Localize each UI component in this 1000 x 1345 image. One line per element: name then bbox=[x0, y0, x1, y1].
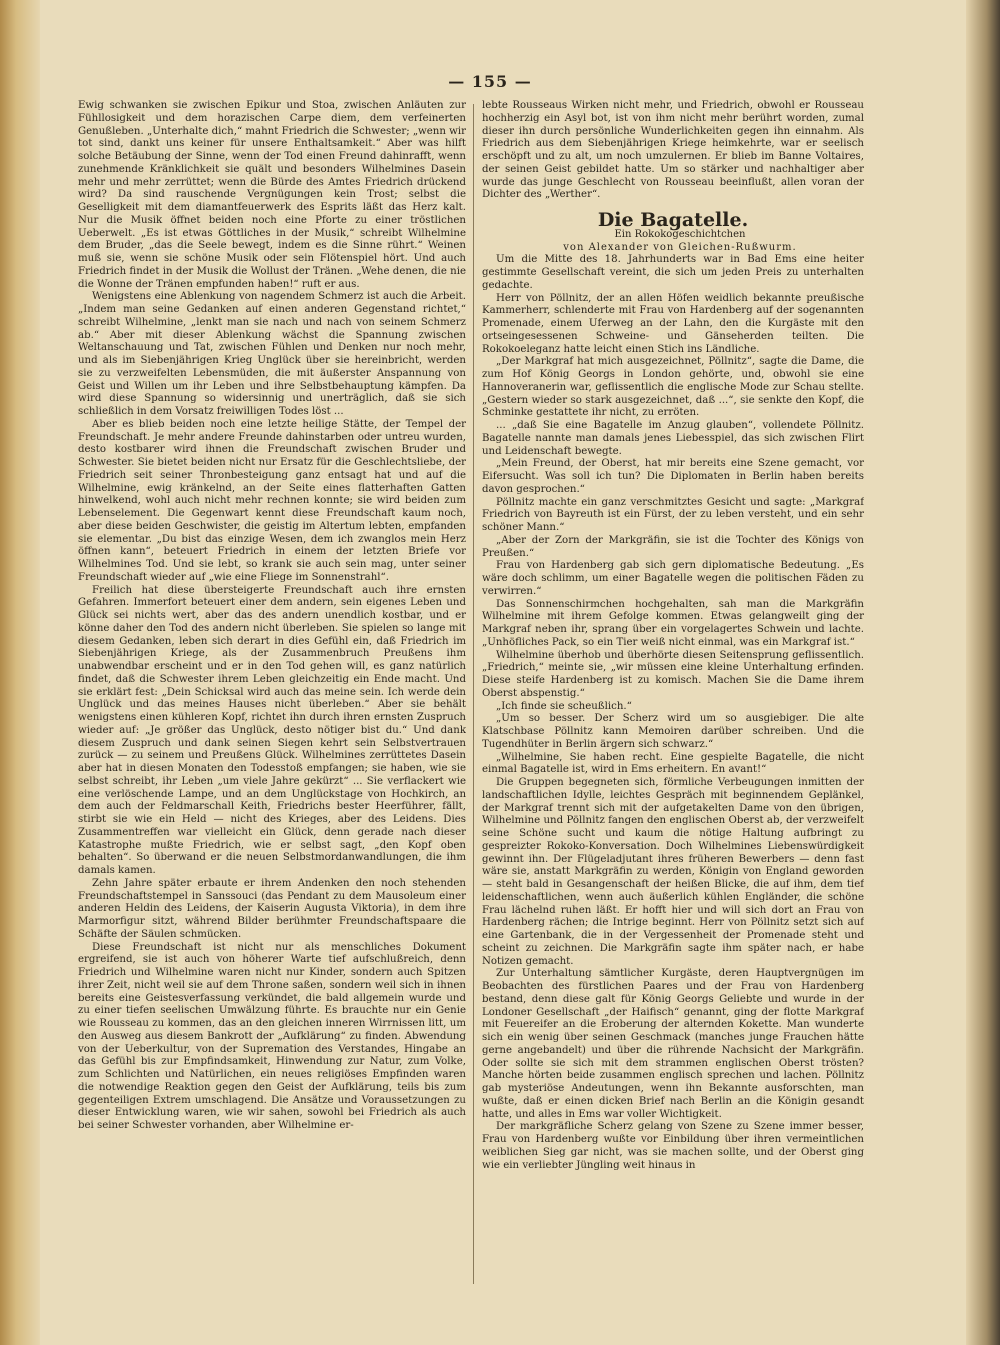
article-subtitle: Ein Rokokogeschichtchen bbox=[614, 228, 746, 240]
paragraph: Wenigstens eine Ablenkung von nagendem Schmerz ist auch die Arbeit. „Indem man seine Gedanken auf einen anderen Gegenstand richtet,“ schreibt Wilhelmine, „lenkt man sie nach und nach von seinem Schmerz ab.“ Aber mit dieser Ablenkung wächst die Spannung zwischen Weltanschauung und Tat, zwischen Fühlen und Denken nur noch mehr, und als im Siebenjährigen Krieg Unglück über sie hereinbricht, werden sie zu verzweifelten Lebensmüden, die mit äußerster Anspannung von Geist und Willen um ihr Leben und ihre Selbstbehauptung kämpfen. Da wird diese Spannung so widersinnig und unerträglich, daß sie sich schließlich in dem Vorsatz freiwilligen Todes löst ... bbox=[78, 291, 466, 417]
paragraph: Der markgräfliche Scherz gelang von Szene zu Szene immer besser, Frau von Hardenberg wußte vor Einbildung über ihren vermeintlichen weiblichen Sieg gar nicht, was sie machen sollte, und der Oberst ging wie ein verliebter Jüngling weit hinaus in bbox=[482, 1121, 864, 1171]
paragraph: Diese Freundschaft ist nicht nur als menschliches Dokument ergreifend, sie ist auch von höherer Warte tief aufschlußreich, denn Friedrich und Wilhelmine waren nicht nur Kinder, sondern auch Spitzen ihrer Zeit, nicht weil sie auf dem Throne saßen, sondern weil sich in ihnen bereits eine Geistesverfassung verkündet, die bald allgemein wurde und zu einer tiefen seelischen Umwälzung führte. Es brauchte nur ein Genie wie Rousseau zu kommen, das an den gleichen inneren Wirrnissen litt, um den Ausweg aus diesem Bankrott der „Aufklärung“ zu finden. Abwendung von der Ueberkultur, von der Supremation des Verstandes, Hingabe an das Gefühl bis zur Empfindsamkeit, Hinwendung zur Natur, zum Volke, zum Schlichten und Natürlichen, ein neues religiöses Empfinden waren die notwendige Reaktion gegen den Geist der Aufklärung, teils bis zum gegenteiligen Extrem umschlagend. Die Ansätze und Voraussetzungen zu dieser Entwicklung waren, wie wir sahen, sowohl bei Friedrich als auch bei seiner Schwester vorhanden, aber Wilhelmine er- bbox=[78, 941, 466, 1131]
paragraph: Zehn Jahre später erbaute er ihrem Andenken den noch stehenden Freundschaftstempel in Sanssouci (das Pendant zu dem Mausoleum einer anderen Heldin des Leidens, der Kaiserin Augusta Viktoria), in dem ihre Marmorfigur sitzt, während Bilder berühmter Freundschaftspaare die Schäfte der Säulen schmücken. bbox=[78, 877, 466, 940]
right-page-edge bbox=[966, 0, 1000, 1345]
paragraph: „Mein Freund, der Oberst, hat mir bereits eine Szene gemacht, vor Eifersucht. Was soll ich tun? Die Diplomaten in Berlin haben bereits davon gesprochen.“ bbox=[482, 458, 864, 495]
paragraph: „Um so besser. Der Scherz wird um so ausgiebiger. Die alte Klatschbase Pöllnitz kann Memoiren darüber schreiben. Und die Tugendhüter in Berlin ärgern sich schwarz.“ bbox=[482, 713, 864, 750]
paragraph: „Der Markgraf hat mich ausgezeichnet, Pöllnitz“, sagte die Dame, die zum Hof König Georgs in London gehörte, und, obwohl sie eine Hannoveranerin war, geflissentlich die englische Mode zur Schau stellte. „Gestern wieder so stark ausgezeichnet, daß ...“, sie senkte den Kopf, die Schminke gestattete ihr nicht, zu erröten. bbox=[482, 356, 864, 419]
paragraph: Wilhelmine überhob und überhörte diesen Seitensprung geflissentlich. „Friedrich,“ meinte sie, „wir müssen eine kleine Unterhaltung erfinden. Diese steife Hardenberg ist zu komisch. Machen Sie die Dame ihrem Oberst abspenstig.“ bbox=[482, 649, 864, 699]
paragraph: Herr von Pöllnitz, der an allen Höfen weidlich bekannte preußische Kammerherr, schlenderte mit Frau von Hardenberg auf der sogenannten Promenade, einem Uferweg an der Lahn, den die Kurgäste mit den ortseingesessenen Schweine- und Gänseherden teilten. Die Rokokoeleganz hatte leicht einen Stich ins Ländliche. bbox=[482, 292, 864, 355]
continued-paragraph: lebte Rousseaus Wirken nicht mehr, und Friedrich, obwohl er Rousseau hochherzig ein Asyl bot, ist von ihm nicht mehr berührt worden, zumal dieser ihn durch persönliche Wunderlichkeiten gegen ihn einnahm. Als Friedrich aus dem Siebenjährigen Kriege heimkehrte, war er seelisch erschöpft und zu alt, um noch umzulernen. Er blieb im Banne Voltaires, der seinen Geist gebildet hatte. Um so stärker und nachhaltiger aber wurde das junge Geschlecht von Rousseau beeinflußt, allen voran der Dichter des „Werther“. bbox=[482, 100, 864, 201]
paragraph: Pöllnitz machte ein ganz verschmitztes Gesicht und sagte: „Markgraf Friedrich von Bayreuth ist ein Fürst, der zu leben versteht, und ein sehr schöner Mann.“ bbox=[482, 496, 864, 533]
paragraph: Freilich hat diese übersteigerte Freundschaft auch ihre ernsten Gefahren. Immerfort beteuert einer dem andern, sein eigenes Leben und Glück sei nichts wert, aber das des andern unendlich kostbar, und er könne daher den Tod des andern nicht überleben. Sie spielen so lange mit diesem Gedanken, leben sich derart in dies Gefühl ein, daß Friedrich im Siebenjährigen Kriege, als der Zusammenbruch Preußens ihm unabwendbar erscheint und er in den Tod gehen will, es ganz natürlich findet, daß die Schwester ihrem Leben gleichzeitig ein Ende macht. Und sie erklärt fest: „Dein Schicksal wird auch das meine sein. Ich werde dein Unglück und das meines Hauses nicht überleben.“ Aber sie behält wenigstens einen kühleren Kopf, richtet ihn durch ihren ernsten Zuspruch wieder auf: „Je größer das Unglück, desto nötiger bist du.“ Und dank diesem Zuspruch und dank seinen Siegen kehrt sein Selbstvertrauen zurück — zu seinem und Preußens Glück. Wilhelmines zerrüttetes Dasein aber hat in diesen Monaten den Todesstoß empfangen; sie haben, wie sie selbst schreibt, ihr Leben „um viele Jahre gekürzt“ ... Sie verflackert wie eine verlöschende Lampe, und an dem Unglückstage von Hochkirch, an dem auch der Feldmarschall Keith, Friedrichs bester Heerführer, fällt, stirbt sie wie ein Held — nicht des Krieges, aber des Leidens. Dies Zusammentreffen war vielleicht ein Glück, denn gerade nach dieser Katastrophe mußte Friedrich, wie er selbst sagt, „den Kopf oben behalten“. So überwand er die neuen Selbstmordanwandlungen, die ihm damals kamen. bbox=[78, 584, 466, 876]
paragraph: Ewig schwanken sie zwischen Epikur und Stoa, zwischen Anläuten zur Fühllosigkeit und dem horazischen Carpe diem, dem verfeinerten Genußleben. „Unterhalte dich,“ mahnt Friedrich die Schwester; „wenn wir tot sind, dankt uns keiner für unsere Enthaltsamkeit.“ Aber was hilft solche Betäubung der Sinne, wenn der Tod einen Freund dahinrafft, wenn zunehmende Kränklichkeit sie quält und besonders Wilhelmines Dasein mehr und mehr zerrüttet; wenn die Bürde des Amtes Friedrich drückend wird? Da sind rauschende Vergnügungen kein Trost; selbst die Geselligkeit mit dem diamantfeuerwerk des Esprits läßt das Herz kalt. Nur die Musik öffnet beiden noch eine Pforte zu einer tröstlichen Ueberwelt. „Es ist etwas Göttliches in der Musik,“ schreibt Wilhelmine dem Bruder, „das die Seele bewegt, indem es die Sinne rührt.“ Weinen muß sie, wenn sie schöne Musik oder sein Flötenspiel hört. Und auch Friedrich findet in der Musik die Wollust der Tränen. „Wehe denen, die nie die Wonne der Tränen empfunden haben!“ ruft er aus. bbox=[78, 100, 466, 290]
paragraph: Zur Unterhaltung sämtlicher Kurgäste, deren Hauptvergnügen im Beobachten des fürstlichen Paares und der Frau von Hardenberg bestand, denn diese galt für König Georgs Geliebte und wurde in der Londoner Gesellschaft „der Haifisch“ genannt, ging der flotte Markgraf mit Feuereifer an die Eroberung der alternden Kokette. Man wunderte sich ein wenig über seinen Geschmack (manches junge Frauchen hätte gerne angebandelt) und über die rührende Nachsicht der Markgräfin. Oder sollte sie sich mit dem strammen englischen Oberst trösten? Manche hörten beide zusammen englisch sprechen und lachen. Pöllnitz gab mysteriöse Andeutungen, wenn ihn Bekannte ausforschten, man wußte, daß er einen dicken Brief nach Berlin an die Königin gesandt hatte, und alles in Ems war voller Wichtigkeit. bbox=[482, 968, 864, 1120]
left-column bbox=[78, 100, 466, 1280]
paragraph: Um die Mitte des 18. Jahrhunderts war in Bad Ems eine heiter gestimmte Gesellschaft vereint, die sich um jeden Preis zu unterhalten gedachte. bbox=[482, 254, 864, 291]
paragraph: „Ich finde sie scheußlich.“ bbox=[496, 700, 632, 712]
article-title: Die Bagatelle. bbox=[597, 209, 749, 231]
paragraph: Die Gruppen begegneten sich, förmliche Verbeugungen inmitten der landschaftlichen Idylle, leichtes Gespräch mit beginnendem Geplänkel, der Markgraf trennt sich mit der aufgetakelten Dame von den übrigen, Wilhelmine und Pöllnitz fangen den englischen Oberst ab, der verzweifelt seine Schöne sucht und kaum die nötige Haltung aufbringt zu gespreizter Rokoko-Konversation. Doch Wilhelmines Liebenswürdigkeit gewinnt ihn. Der Flügeladjutant ihres früheren Bewerbers — denn fast wäre sie, anstatt Markgräfin zu werden, Königin von England geworden — steht bald in Gesangenschaft der heißen Blicke, die auf ihm, dem tief leidenschaftlichen, wenn auch äußerlich kühlen Engländer, die schöne Frau lächelnd ruhen läßt. Er hofft hier und will sich dort an Frau von Hardenberg rächen; die Intrige beginnt. Herr von Pöllnitz setzt sich auf eine Gartenbank, die in der Vergessenheit der Promenade steht und scheint zu zeichnen. Die Markgräfin sagte ihm später nach, er habe Notizen gemacht. bbox=[482, 777, 864, 967]
article-author: von Alexander von Gleichen-Rußwurm. bbox=[563, 241, 797, 253]
column-divider bbox=[473, 104, 474, 1284]
paragraph: „Wilhelmine, Sie haben recht. Eine gespielte Bagatelle, die nicht einmal Bagatelle ist, wird in Ems erheitern. En avant!“ bbox=[482, 751, 864, 776]
page-number: — 155 — bbox=[448, 72, 532, 91]
paragraph: Das Sonnenschirmchen hochgehalten, sah man die Markgräfin Wilhelmine mit ihrem Gefolge kommen. Etwas gelangweilt ging der Markgraf neben ihr, sprang über ein vorgelagertes Schwein und lachte. „Unhöfliches Pack, so ein Tier weiß nicht einmal, was ein Markgraf ist.“ bbox=[482, 598, 864, 648]
paragraph: Frau von Hardenberg gab sich gern diplomatische Bedeutung. „Es wäre doch schlimm, um einer Bagatelle wegen die politischen Fäden zu verwirren.“ bbox=[482, 560, 864, 597]
left-page-edge bbox=[0, 0, 40, 1345]
paragraph: „Aber der Zorn der Markgräfin, sie ist die Tochter des Königs von Preußen.“ bbox=[482, 534, 864, 559]
paragraph: ... „daß Sie eine Bagatelle im Anzug glauben“, vollendete Pöllnitz. Bagatelle nannte man damals jenes Liebesspiel, das sich zwischen Flirt und Leidenschaft bewegte. bbox=[482, 420, 864, 457]
right-column bbox=[482, 100, 864, 1290]
paragraph: Aber es blieb beiden noch eine letzte heilige Stätte, der Tempel der Freundschaft. Je mehr andere Freunde dahinstarben oder untreu wurden, desto kostbarer wird ihnen die Freundschaft zwischen Bruder und Schwester. Sie bietet beiden nicht nur Ersatz für die Geschlechtsliebe, der Friedrich seit seiner Thronbesteigung ganz entsagt hat und auf die Wilhelmine, ewig kränkelnd, an der Seite eines flatterhaften Gatten hinwelkend, wohl auch nicht mehr rechnen konnte; sie wird beiden zum Lebenselement. Die Gegenwart kennt diese Freundschaft kaum noch, aber diese beiden Geschwister, die geistig im Altertum lebten, empfanden sie elementar. „Du bist das einzige Wesen, dem ich zwanglos mein Herz öffnen kann“, beteuert Friedrich in einem der letzten Briefe vor Wilhelmines Tod. Und sie lebt, so krank sie auch sein mag, unter seiner Freundschaft wieder auf „wie eine Fliege im Sonnenstrahl“. bbox=[78, 418, 466, 583]
